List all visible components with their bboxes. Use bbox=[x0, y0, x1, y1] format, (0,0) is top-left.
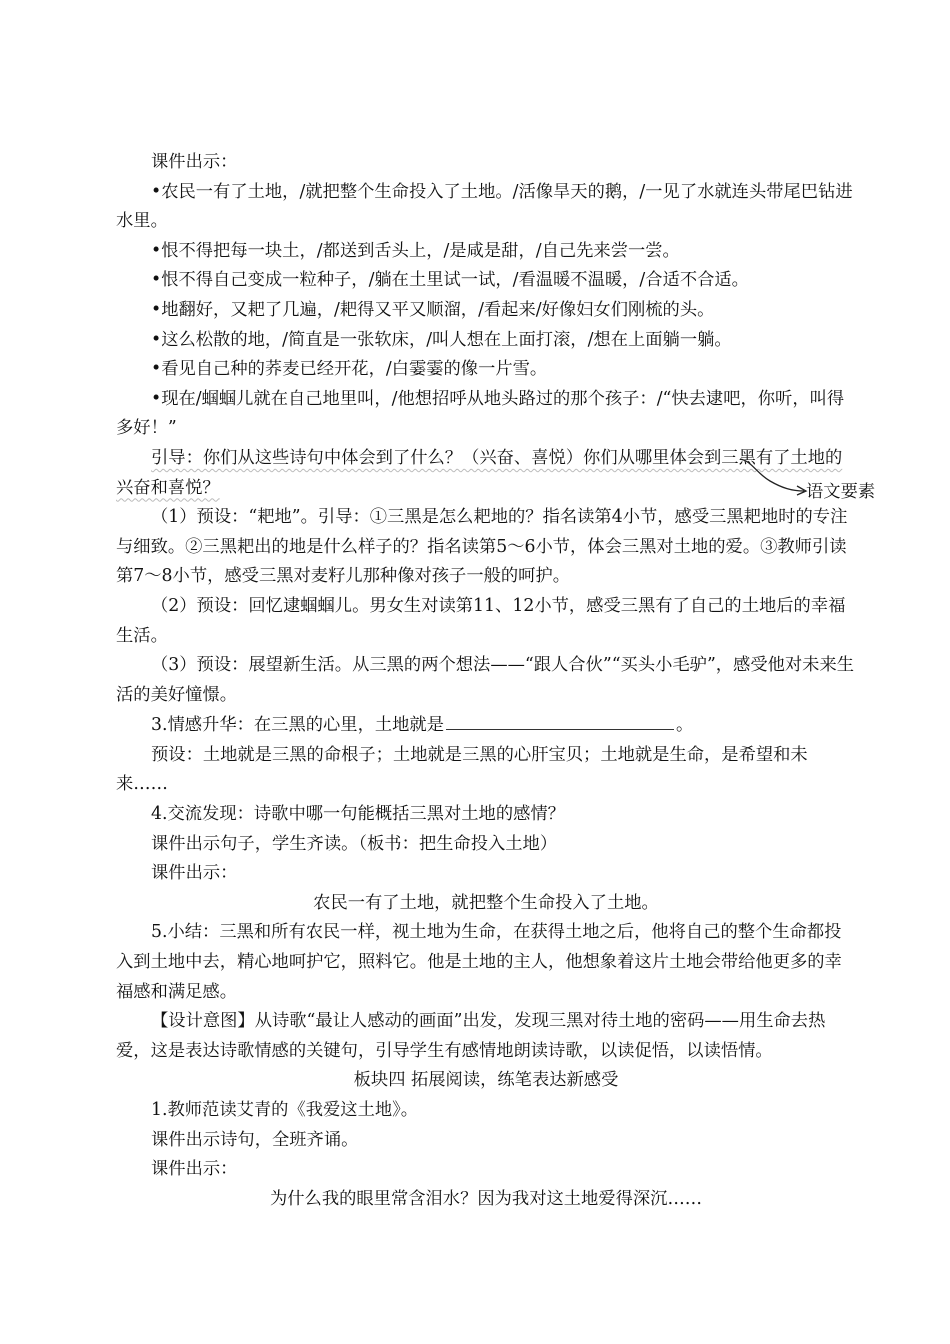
paragraph: （1）预设：“耙地”。引导：①三黑是怎么耙地的？指名读第4小节，感受三黑耙地时的专注与细致。②三黑耙出的地是什么样子的？指名读第5～6小节，体会三黑对土地的爱。③教师引读第7～8小节，感受三黑对麦籽儿那种像对孩子一般的呵护。 bbox=[116, 507, 848, 587]
wavy-underlined-text: 引导：你们从这些诗句中体会到了什么？（兴奋、喜悦）你们从哪里体会到三黑有了土地的兴奋和喜悦？ bbox=[116, 447, 843, 498]
bullet-line: •地翻好，又耙了几遍，/耙得又平又顺溜，/看起来/好像妇女们刚梳的头。 bbox=[151, 299, 715, 320]
paragraph: 课件出示诗句，全班齐诵。 bbox=[151, 1129, 359, 1150]
fill-in-paragraph bbox=[116, 710, 856, 741]
bullet-line: •现在/蝈蝈儿就在自己地里叫，/他想招呼从地头路过的那个孩子：/“快去逮吧，你听，叫得多好！” bbox=[116, 388, 845, 439]
margin-annotation: 语文要素 bbox=[806, 482, 876, 502]
paragraph: 课件出示： bbox=[151, 1159, 238, 1180]
paragraph: （2）预设：回忆逮蝈蝈儿。男女生对读第11、12小节，感受三黑有了自己的土地后的幸福生活。 bbox=[116, 595, 846, 646]
fill-in-prompt: 3.情感升华：在三黑的心里，土地就是 bbox=[151, 715, 444, 736]
fill-in-end: 。 bbox=[676, 715, 694, 736]
centered-quote: 为什么我的眼里常含泪水？因为我对这土地爱得深沉…… bbox=[269, 1188, 703, 1209]
document-body bbox=[116, 148, 856, 1214]
bullet-line: •恨不得把每一块土，/都送到舌头上，/是咸是甜，/自己先来尝一尝。 bbox=[151, 240, 680, 261]
bullet-line: •看见自己种的荞麦已经开花，/白霎霎的像一片雪。 bbox=[151, 359, 548, 380]
fill-in-blank bbox=[446, 710, 674, 730]
paragraph: 5.小结：三黑和所有农民一样，视土地为生命，在获得土地之后，他将自己的整个生命都投入到土地中去，精心地呵护它，照料它。他是土地的主人，他想象着这片土地会带给他更多的幸福感和满足感。 bbox=[116, 922, 842, 1002]
paragraph: （3）预设：展望新生活。从三黑的两个想法——“跟人合伙”“买头小毛驴”，感受他对未来生活的美好憧憬。 bbox=[116, 655, 855, 705]
bullet-line: •恨不得自己变成一粒种子，/躺在土里试一试，/看温暖不温暖，/合适不合适。 bbox=[151, 270, 749, 291]
paragraph: 课件出示： bbox=[151, 863, 238, 884]
paragraph: 4.交流发现：诗歌中哪一句能概括三黑对土地的感情？ bbox=[151, 804, 565, 825]
design-intent-paragraph: 【设计意图】从诗歌“最让人感动的画面”出发，发现三黑对待土地的密码——用生命去热爱，这是表达诗歌情感的关键句，引导学生有感情地朗读诗歌，以读促悟，以读悟情。 bbox=[116, 1011, 826, 1061]
paragraph: 预设：土地就是三黑的命根子；土地就是三黑的心肝宝贝；土地就是生命，是希望和未来…… bbox=[116, 744, 808, 795]
centered-quote: 农民一有了土地，就把整个生命投入了土地。 bbox=[313, 892, 659, 913]
paragraph: 1.教师范读艾青的《我爱这土地》。 bbox=[151, 1100, 419, 1120]
bullet-line: •这么松散的地，/简直是一张软床，/叫人想在上面打滚，/想在上面躺一躺。 bbox=[151, 329, 732, 350]
bullet-line: •农民一有了土地，/就把整个生命投入了土地。/活像旱天的鹅，/一见了水就连头带尾巴钻进水里。 bbox=[116, 181, 853, 232]
section-heading: 板块四 拓展阅读，练笔表达新感受 bbox=[353, 1070, 619, 1091]
paragraph: 课件出示句子，学生齐读。（板书：把生命投入土地） bbox=[151, 833, 558, 854]
paragraph: 课件出示： bbox=[151, 152, 238, 172]
